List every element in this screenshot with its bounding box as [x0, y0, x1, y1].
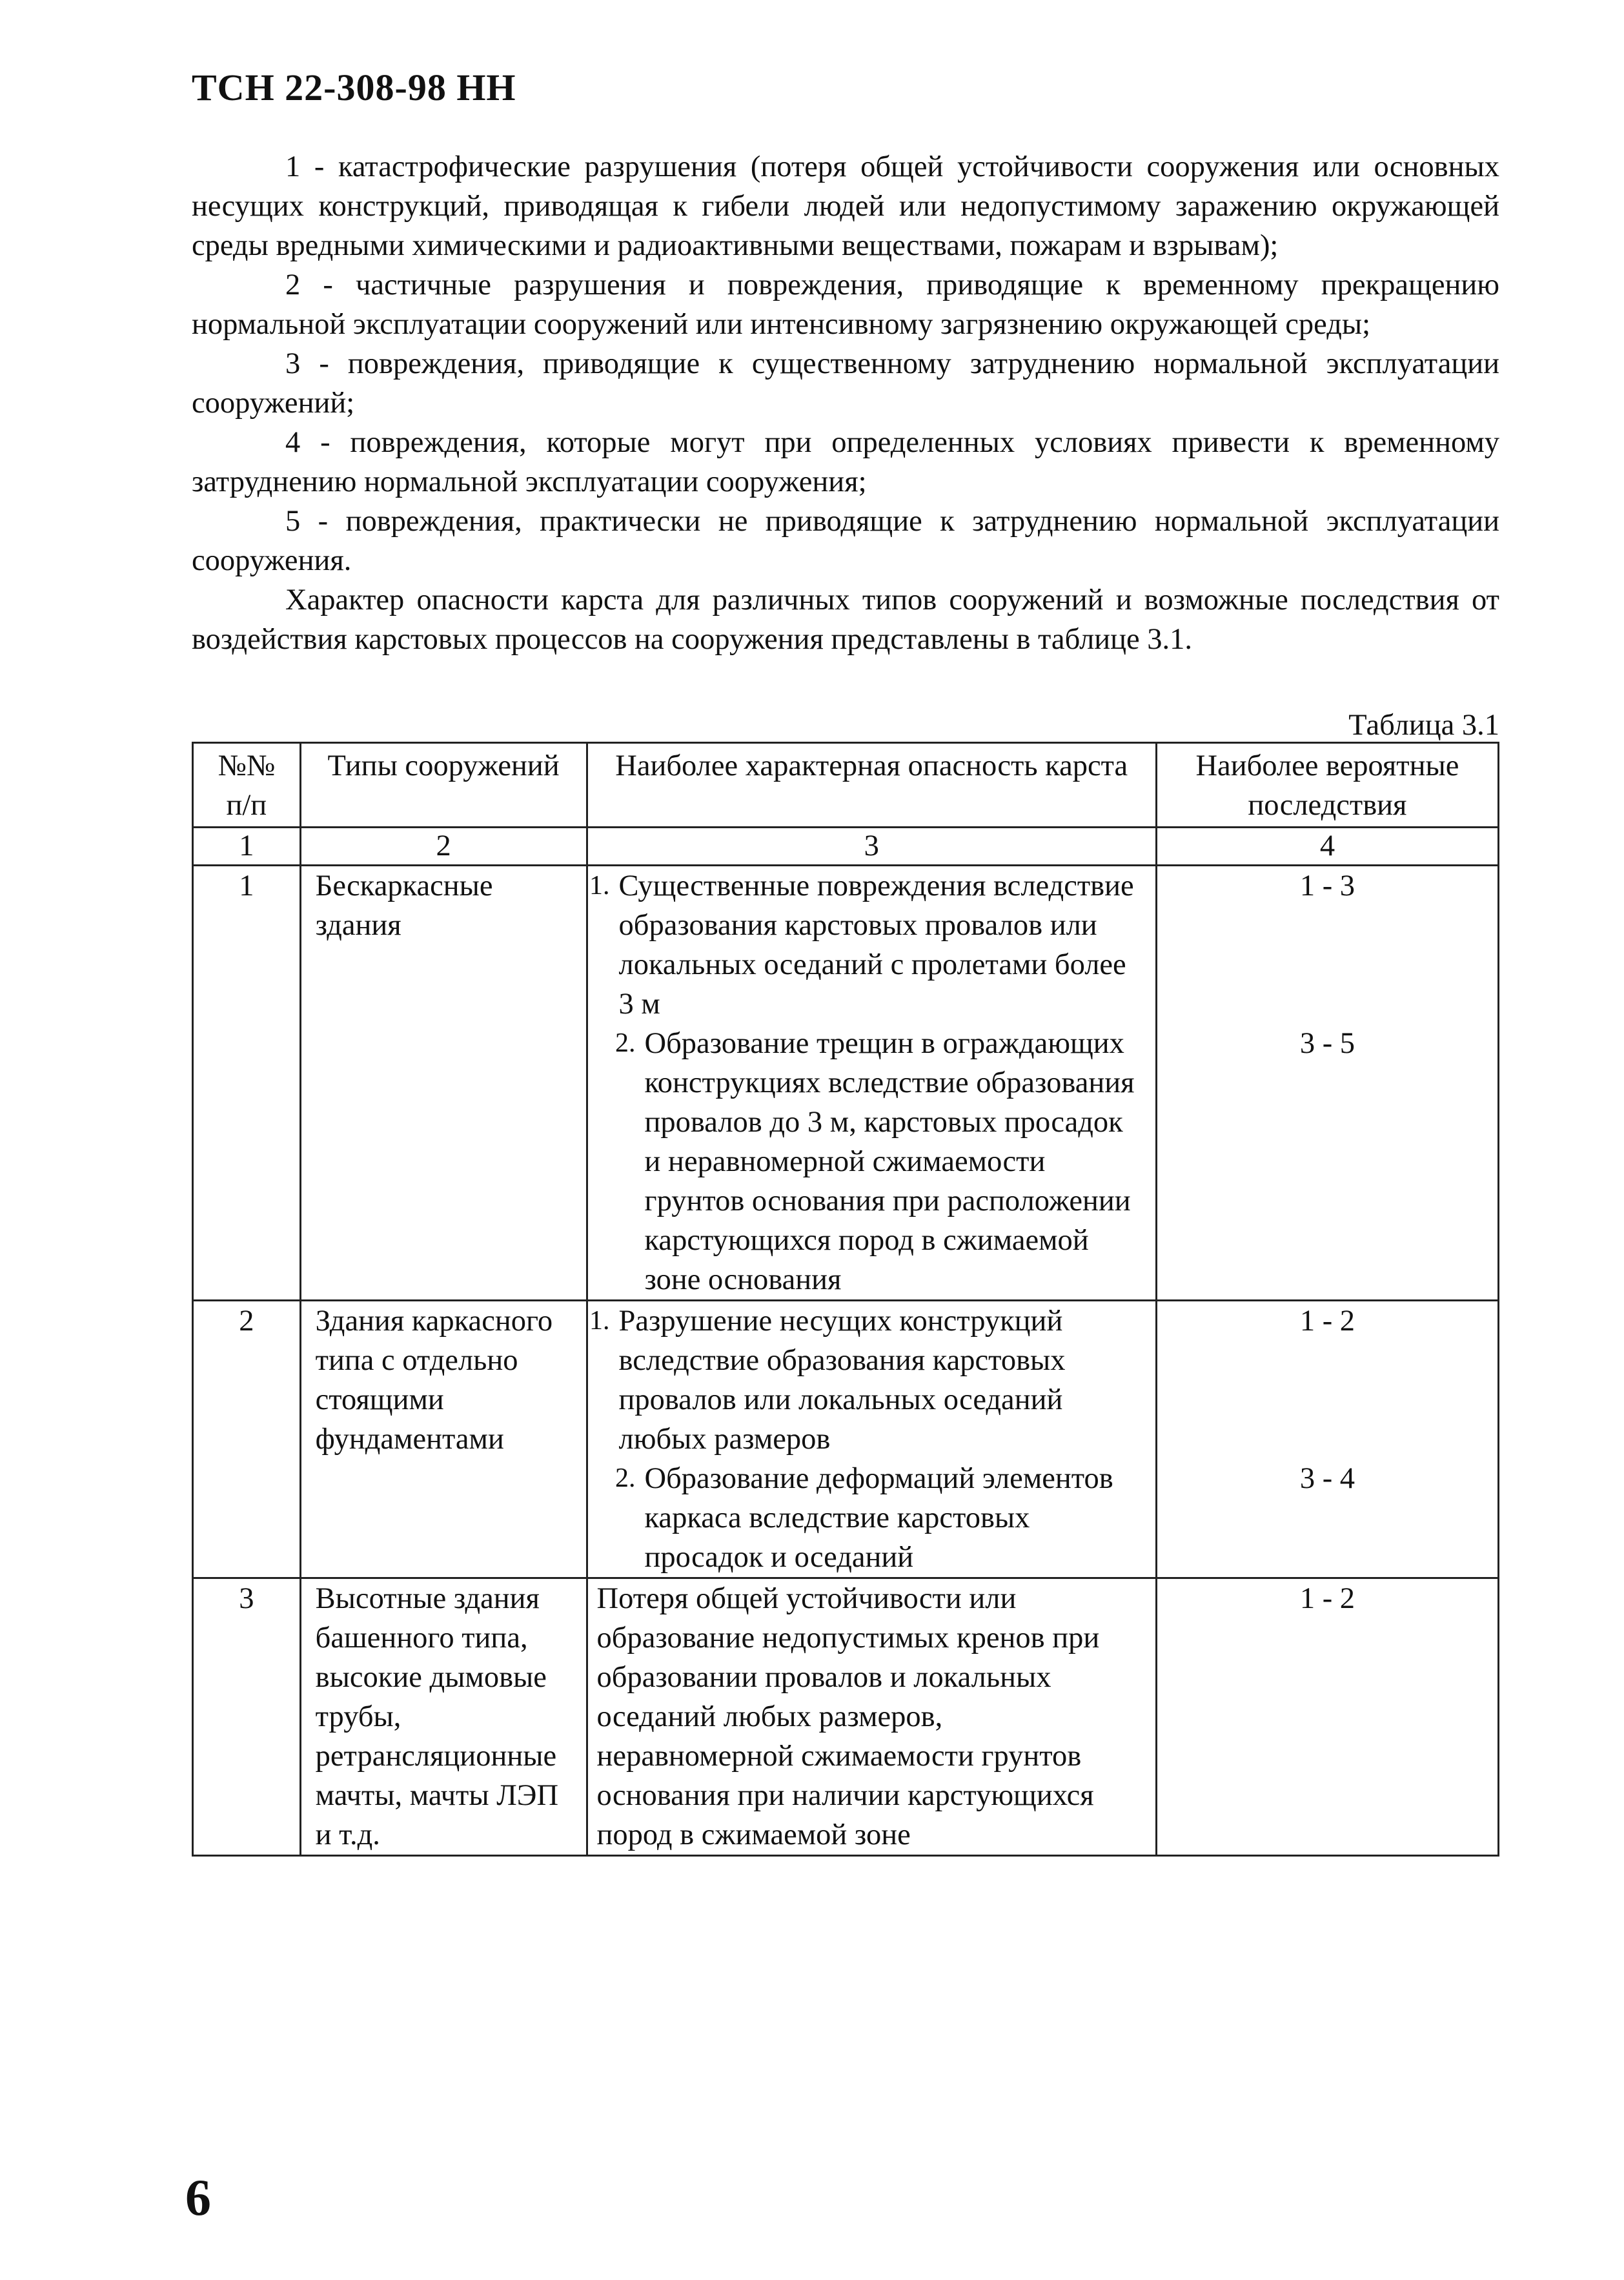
consequence-value: 1 - 3 [1299, 870, 1355, 902]
consequences-cell [1156, 866, 1498, 1301]
hazard-cell [587, 866, 1156, 1301]
header-cell-type: Типы сооружений [300, 743, 587, 828]
column-number-cell: 3 [587, 828, 1156, 866]
hazard-cell [587, 1578, 1156, 1856]
header-cell-consequences: Наиболее вероятные последствия [1156, 743, 1498, 828]
hazard-item [597, 1459, 1146, 1577]
table-row [193, 1301, 1499, 1578]
paragraph-category-1: 1 - катастрофические разрушения (потеря общей устойчивости сооружения или основных несущих конструкций, приводящая к гибели людей или недопустимому заражению окружающей среды вредными химическими и радиоактивными веществами, пожарам и взрывам); [192, 150, 1499, 262]
hazard-item [597, 1024, 1146, 1299]
hazard-text: Потеря общей устойчивости или образование недопустимых кренов при образовании провалов и локальных оседаний любых размеров, неравномерной сжимаемости грунтов основания при наличии карстующихся пород в сжимаемой зоне [596, 1582, 1100, 1851]
hazard-item [571, 866, 1146, 1024]
page-number: 6 [185, 2170, 211, 2226]
column-number-cell: 2 [300, 828, 587, 866]
header-cell-hazard: Наиболее характерная опасность карста [587, 743, 1156, 828]
hazard-item-text: Существенные повреждения вследствие образования карстовых провалов или локальных оседаний с пролетами более 3 м [618, 870, 1134, 1021]
hazard-item-text: Образование трещин в ограждающих конструкциях вследствие образования провалов до 3 м, карстовых просадок и неравномерной сжимаемости грунтов основания при расположении карстующихся пород в сжимаемой зоне основания [644, 1027, 1135, 1296]
column-number-cell: 1 [193, 828, 301, 866]
karst-hazard-table [192, 742, 1499, 1857]
consequence-value: 3 - 4 [1299, 1462, 1355, 1495]
row-number-cell: 1 [193, 866, 301, 1301]
table-header-row [193, 743, 1499, 828]
row-number-cell: 2 [193, 1301, 301, 1578]
document-header: ТСН 22-308-98 НН [192, 66, 516, 108]
table-row [193, 866, 1499, 1301]
consequences-cell [1156, 1578, 1498, 1856]
hazard-item-number: 2. [615, 1028, 636, 1058]
hazard-item-text: Образование деформаций элементов каркаса вследствие карстовых просадок и оседаний [644, 1462, 1113, 1574]
consequences-cell [1156, 1301, 1498, 1578]
consequence-value: 3 - 5 [1299, 1027, 1355, 1060]
paragraph-category-2: 2 - частичные разрушения и повреждения, приводящие к временному прекращению нормальной эксплуатации сооружений или интенсивному загрязнению окружающей среды; [192, 269, 1499, 341]
column-number-cell: 4 [1156, 828, 1498, 866]
paragraph-category-4: 4 - повреждения, которые могут при определенных условиях привести к временному затруднению нормальной эксплуатации сооружения; [192, 426, 1499, 498]
table-caption: Таблица 3.1 [1348, 709, 1499, 742]
consequence-value: 1 - 2 [1299, 1582, 1355, 1615]
hazard-item-text: Разрушение несущих конструкций вследствие образования карстовых провалов или локальных оседаний любых размеров [618, 1305, 1066, 1456]
hazard-item-number: 2. [615, 1463, 636, 1493]
table-row [193, 1578, 1499, 1856]
header-cell-number: №№ п/п [193, 743, 301, 828]
body-text [192, 147, 1499, 659]
row-number-cell: 3 [193, 1578, 301, 1856]
paragraph-table-intro: Характер опасности карста для различных типов сооружений и возможные последствия от воздействия карстовых процессов на сооружения представлены в таблице 3.1. [192, 584, 1499, 656]
hazard-item-number: 1. [589, 1306, 610, 1336]
structure-type-cell: Здания каркасного типа с отдельно стоящими фундаментами [300, 1301, 587, 1578]
structure-type-cell: Высотные здания башенного типа, высокие дымовые трубы, ретрансляционные мачты, мачты ЛЭП и т.д. [300, 1578, 587, 1856]
consequence-value: 1 - 2 [1299, 1305, 1355, 1338]
hazard-item [571, 1301, 1146, 1459]
paragraph-category-5: 5 - повреждения, практически не приводящие к затруднению нормальной эксплуатации сооружения. [192, 505, 1499, 577]
hazard-item-number: 1. [589, 871, 610, 901]
column-number-row [193, 828, 1499, 866]
paragraph-category-3: 3 - повреждения, приводящие к существенному затруднению нормальной эксплуатации сооружений; [192, 347, 1499, 420]
hazard-cell [587, 1301, 1156, 1578]
structure-type-cell: Бескаркасные здания [300, 866, 587, 1301]
